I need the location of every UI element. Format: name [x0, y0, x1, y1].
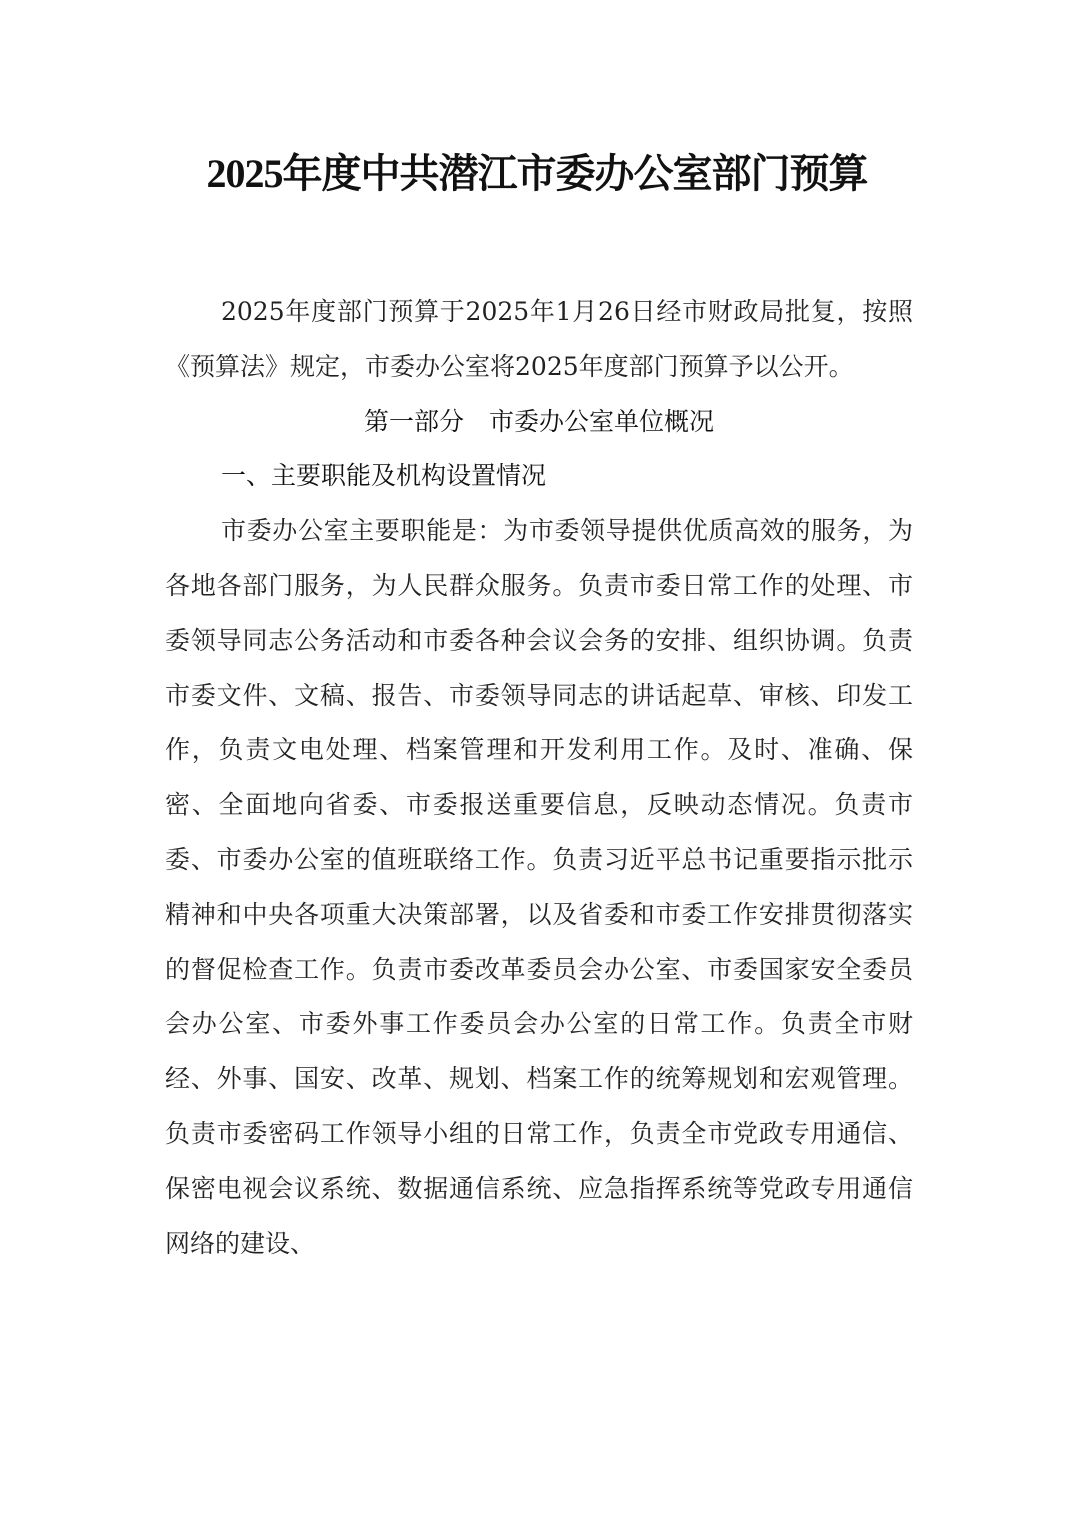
document-title: 2025年度中共潜江市委办公室部门预算 — [206, 151, 868, 196]
document-body — [165, 285, 913, 1271]
section-heading: 一、主要职能及机构设置情况 — [221, 461, 547, 491]
intro-paragraph: 2025年度部门预算于2025年1月26日经市财政局批复，按照《预算法》规定，市委办公室将2025年度部门预算予以公开。 — [165, 297, 913, 381]
part-heading: 第一部分 市委办公室单位概况 — [363, 406, 714, 436]
body-paragraph: 市委办公室主要职能是：为市委领导提供优质高效的服务，为各地各部门服务，为人民群众服务。负责市委日常工作的处理、市委领导同志公务活动和市委各种会议会务的安排、组织协调。负责市委文件、文稿、报告、市委领导同志的讲话起草、审核、印发工作，负责文电处理、档案管理和开发利用工作。及时、准确、保密、全面地向省委、市委报送重要信息，反映动态情况。负责市委、市委办公室的值班联络工作。负责习近平总书记重要指示批示精神和中央各项重大决策部署，以及省委和市委工作安排贯彻落实的督促检查工作。负责市委改革委员会办公室、市委国家安全委员会办公室、市委外事工作委员会办公室的日常工作。负责全市财经、外事、国安、改革、规划、档案工作的统筹规划和宏观管理。负责市委密码工作领导小组的日常工作，负责全市党政专用通信、保密电视会议系统、数据通信系统、应急指挥系统等党政专用通信网络的建设、 — [165, 516, 913, 1258]
